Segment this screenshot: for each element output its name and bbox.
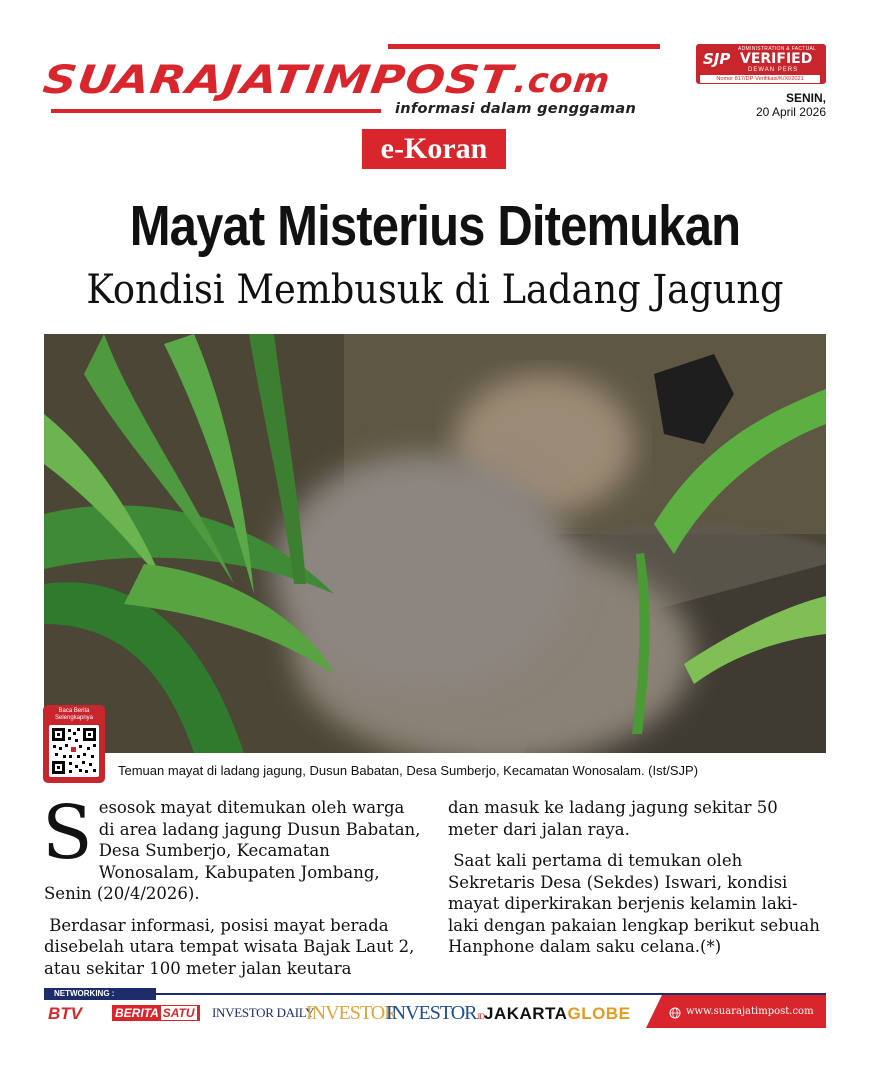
jakarta-logo-b: GLOBE <box>567 1004 631 1023</box>
beritasatu-logo-b: SATU <box>162 1006 195 1020</box>
article-column-right <box>448 797 826 958</box>
cornfield-illustration <box>44 334 826 753</box>
article-photo <box>44 334 826 753</box>
investor-id-logo[interactable] <box>386 1002 484 1025</box>
beritasatu-logo-a: BERITA <box>115 1006 159 1020</box>
edition-date: 20 April 2026 <box>755 105 826 119</box>
verified-badge <box>696 44 826 84</box>
investor-id-logo-text: INVESTOR <box>386 1002 477 1024</box>
masthead-top-rule <box>388 44 660 49</box>
photo-caption: Temuan mayat di ladang jagung, Dusun Babatan, Desa Sumberjo, Kecamatan Wonosalam. (Ist/SJP) <box>118 763 699 778</box>
article-column-left <box>42 790 422 979</box>
paragraph-text: Saat kali pertama di temukan oleh Sekretaris Desa (Sekdes) Iswari, kondisi mayat diperkirakan berjenis kelamin laki-laki dengan pakaian lengkap berikut sebuah Hanphone dalam saku celana.(*) <box>448 851 820 956</box>
subheadline-text: Kondisi Membusuk di Ladang Jagung <box>86 267 784 313</box>
dropcap: S <box>42 790 93 876</box>
qr-code-panel[interactable] <box>43 705 105 783</box>
press-council-text: DEWAN PERS <box>748 67 799 73</box>
btv-logo[interactable]: BTV <box>48 1004 82 1023</box>
sjp-mark: SJP <box>703 50 731 68</box>
qr-label: Baca Berita Selengkapnya <box>54 708 94 721</box>
site-logo[interactable] <box>40 52 615 103</box>
investor-id-suffix: .ID <box>476 1012 484 1021</box>
jakarta-logo-a: JAKARTA <box>484 1004 568 1023</box>
article-paragraph <box>448 850 826 958</box>
networking-rule <box>44 993 826 995</box>
beritasatu-logo[interactable] <box>112 1005 200 1021</box>
masthead-bottom-rule <box>51 109 381 113</box>
verified-small-text: ADMINISTRATION & FACTUAL <box>738 46 817 52</box>
subheadline <box>0 264 870 316</box>
website-url-link[interactable]: www.suarajatimpost.com <box>686 1006 814 1017</box>
qr-code-icon[interactable] <box>49 725 99 777</box>
qr-code-pattern <box>49 725 99 777</box>
verified-word: VERIFIED <box>740 51 813 67</box>
paragraph-text: Berdasar informasi, posisi mayat berada disebelah utara tempat wisata Bajak Laut 2, atau sekitar 100 meter jalan keutara <box>44 915 415 978</box>
site-tagline: informasi dalam genggaman <box>395 101 637 117</box>
verification-number: Nomor 817/DP-Verifikasi/K/XI/2021 <box>700 75 820 83</box>
paragraph-text: dan masuk ke ladang jagung sekitar 50 meter dari jalan raya. <box>448 798 778 839</box>
globe-icon <box>669 1007 681 1019</box>
investor-daily-logo[interactable]: INVESTOR DAILY <box>212 1005 315 1020</box>
article-paragraph <box>44 915 422 980</box>
logo-main-text: SUARAJATIMPOST <box>40 56 516 103</box>
investor-logo[interactable]: INVESTOR <box>306 1002 397 1024</box>
article-paragraph <box>42 790 422 905</box>
edition-label: e-Koran <box>362 129 506 169</box>
jakarta-globe-logo[interactable] <box>484 1004 630 1024</box>
logo-suffix-text: .com <box>511 61 613 101</box>
headline-text: Mayat Misterius Ditemukan <box>129 194 741 258</box>
networking-label: NETWORKING : <box>44 988 156 1000</box>
edition-day: SENIN, <box>785 91 826 105</box>
headline <box>0 188 870 264</box>
article-paragraph <box>448 797 826 840</box>
paragraph-text: esosok mayat ditemukan oleh warga di area ladang jagung Dusun Babatan, Desa Sumberjo, Kecamatan Wonosalam, Kabupaten Jombang, Senin (20/4/2026). <box>44 798 421 903</box>
